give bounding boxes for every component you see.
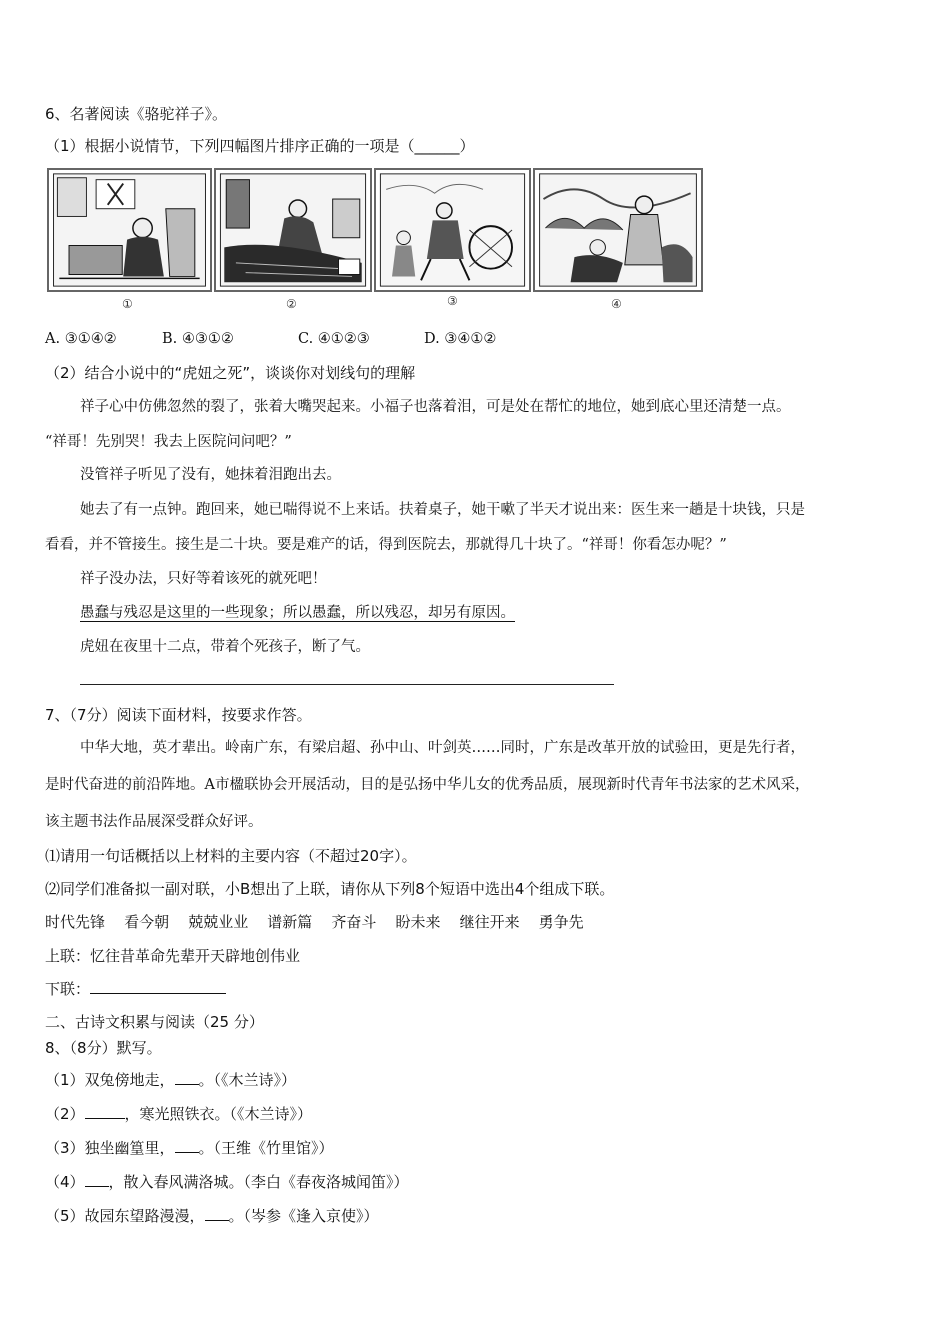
- phrase-item: 时代先锋: [45, 913, 106, 931]
- recite-item-1: [45, 1070, 296, 1090]
- lower-couplet: [45, 979, 226, 999]
- q7-sub2: ⑵同学们准备拟一副对联，小B想出了上联，请你从下列8个短语中选出4个组成下联。: [45, 880, 615, 898]
- option-b[interactable]: B. ④③①②: [162, 331, 234, 347]
- phrase-item: 谱新篇: [267, 913, 313, 931]
- option-a[interactable]: A. ③①④②: [45, 331, 117, 347]
- illustration-4: [533, 168, 703, 292]
- recite-prefix: （5）故园东望路漫漫，: [45, 1207, 205, 1225]
- upper-couplet: 上联：忆往昔革命先辈开天辟地创伟业: [45, 947, 301, 965]
- q7-para-line-2: 是时代奋进的前沿阵地。A市楹联协会开展活动，目的是弘扬中华儿女的优秀品质，展现新时代青年书法家的艺术风采，: [45, 777, 810, 793]
- recite-item-4: [45, 1172, 409, 1192]
- illustration-3: [374, 168, 531, 292]
- recite-item-5: [45, 1206, 379, 1226]
- caption-3: ③: [447, 294, 458, 308]
- option-c[interactable]: C. ④①②③: [298, 331, 370, 347]
- illustration-row: [45, 168, 705, 296]
- recite-blank[interactable]: [85, 1104, 125, 1119]
- underlined-sentence: 愚蠢与残忍是这里的一些现象；所以愚蠢，所以残忍，却另有原因。: [80, 605, 515, 621]
- passage-line-2: “祥哥！先别哭！我去上医院问问吧？”: [45, 434, 292, 450]
- phrase-item: 兢兢业业: [188, 913, 249, 931]
- recite-prefix: （3）独坐幽篁里，: [45, 1139, 175, 1157]
- q7-para-line-1: 中华大地，英才辈出。岭南广东，有梁启超、孙中山、叶剑英……同时，广东是改革开放的试验田，更是先行者，: [80, 740, 805, 756]
- illustration-1: [47, 168, 212, 292]
- recite-suffix: ，寒光照铁衣。（《木兰诗》）: [124, 1105, 313, 1123]
- caption-1: ①: [122, 297, 133, 311]
- q7-title: 7、（7分）阅读下面材料，按要求作答。: [45, 706, 312, 724]
- recite-blank[interactable]: [205, 1206, 229, 1221]
- q7-sub1: ⑴请用一句话概括以上材料的主要内容（不超过20字）。: [45, 847, 417, 865]
- passage-line-8: 虎妞在夜里十二点，带着个死孩子，断了气。: [80, 639, 370, 655]
- answer-line[interactable]: [80, 684, 614, 685]
- passage-line-5: 看看，并不管接生。接生是二十块。要是难产的话，得到医院去，那就得几十块了。“祥哥！你看怎办呢？”: [45, 537, 727, 553]
- lower-couplet-blank[interactable]: [90, 979, 226, 994]
- recite-item-3: [45, 1138, 334, 1158]
- q6-sub2: （2）结合小说中的“虎妞之死”，谈谈你对划线句的理解: [45, 364, 416, 382]
- phrase-item: 盼未来: [395, 913, 441, 931]
- phrase-list: [45, 912, 584, 932]
- recite-suffix: 。（王维《竹里馆》）: [198, 1139, 334, 1157]
- q6-options: [45, 329, 496, 349]
- recite-suffix: 。（《木兰诗》）: [198, 1071, 297, 1089]
- phrase-item: 勇争先: [538, 913, 584, 931]
- phrase-item: 看今朝: [124, 913, 170, 931]
- phrase-item: 继往开来: [459, 913, 520, 931]
- recite-prefix: （1）双兔傍地走，: [45, 1071, 175, 1089]
- illustration-2: [214, 168, 372, 292]
- q6-sub1: （1）根据小说情节，下列四幅图片排序正确的一项是（______）: [45, 137, 475, 155]
- caption-4: ④: [611, 297, 622, 311]
- phrase-item: 齐奋斗: [331, 913, 377, 931]
- lower-couplet-label: 下联：: [45, 980, 91, 998]
- q6-title: 6、名著阅读《骆驼祥子》。: [45, 105, 228, 123]
- recite-blank[interactable]: [175, 1138, 199, 1153]
- q7-para-line-3: 该主题书法作品展深受群众好评。: [45, 814, 263, 830]
- passage-line-3: 没管祥子听见了没有，她抹着泪跑出去。: [80, 467, 341, 483]
- recite-prefix: （4）: [45, 1173, 85, 1191]
- recite-blank[interactable]: [85, 1172, 109, 1187]
- recite-suffix: 。（岑参《逢入京使》）: [228, 1207, 379, 1225]
- option-d[interactable]: D. ③④①②: [424, 331, 497, 347]
- caption-2: ②: [286, 297, 297, 311]
- recite-item-2: [45, 1104, 312, 1124]
- recite-blank[interactable]: [175, 1070, 199, 1085]
- section-heading: 二、古诗文积累与阅读（25 分）: [45, 1013, 264, 1031]
- passage-line-6: 祥子没办法，只好等着该死的就死吧！: [80, 571, 327, 587]
- recite-suffix: ，散入春风满洛城。（李白《春夜洛城闻笛》）: [108, 1173, 409, 1191]
- passage-line-1: 祥子心中仿佛忽然的裂了，张着大嘴哭起来。小福子也落着泪，可是处在帮忙的地位，她到底心里还清楚一点。: [80, 399, 791, 415]
- passage-line-4: 她去了有一点钟。跑回来，她已喘得说不上来话。扶着桌子，她干嗽了半天才说出来：医生来一趟是十块钱，只是: [80, 502, 805, 518]
- recite-prefix: （2）: [45, 1105, 85, 1123]
- q8-title: 8、（8分）默写。: [45, 1039, 162, 1057]
